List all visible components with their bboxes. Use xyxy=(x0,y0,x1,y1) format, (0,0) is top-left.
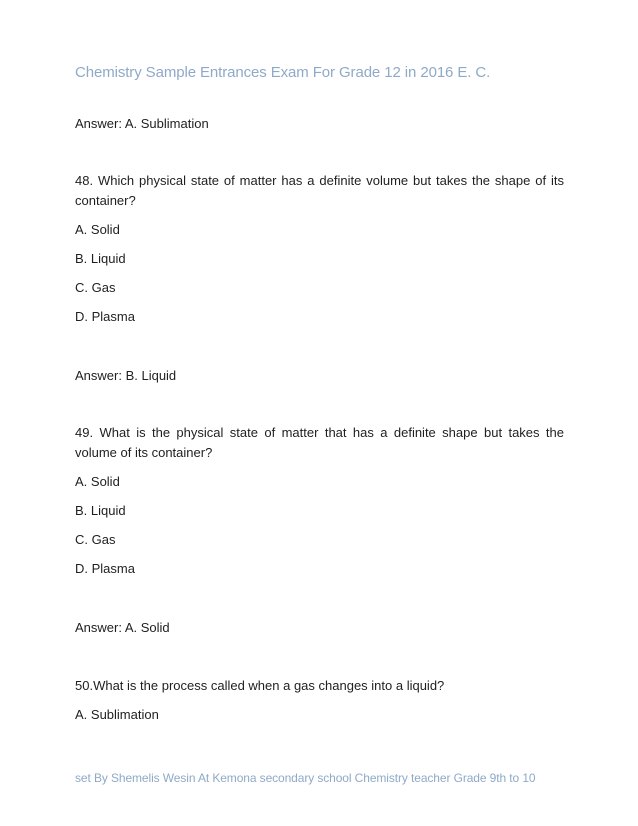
q48-option-a: A. Solid xyxy=(75,222,120,237)
question-49: 49. What is the physical state of matter that has a definite shape but takes the volume of its container? xyxy=(75,425,564,460)
question-50: 50.What is the process called when a gas changes into a liquid? xyxy=(75,678,445,693)
question-48: 48. Which physical state of matter has a definite volume but takes the shape of its container? xyxy=(75,173,564,208)
page-title: Chemistry Sample Entrances Exam For Grade 12 in 2016 E. C. xyxy=(75,64,491,81)
q49-option-a: A. Solid xyxy=(75,474,120,489)
answer-47: Answer: A. Sublimation xyxy=(75,116,209,131)
q49-option-c: C. Gas xyxy=(75,532,116,547)
q48-option-c: C. Gas xyxy=(75,280,116,295)
q50-option-a: A. Sublimation xyxy=(75,707,159,722)
q48-option-d: D. Plasma xyxy=(75,309,135,324)
q49-option-b: B. Liquid xyxy=(75,503,126,518)
q49-option-d: D. Plasma xyxy=(75,561,135,576)
answer-49: Answer: A. Solid xyxy=(75,620,170,635)
q48-option-b: B. Liquid xyxy=(75,251,126,266)
answer-48: Answer: B. Liquid xyxy=(75,368,177,383)
page-footer: set By Shemelis Wesin At Kemona secondary school Chemistry teacher Grade 9th to 10 xyxy=(75,771,536,785)
